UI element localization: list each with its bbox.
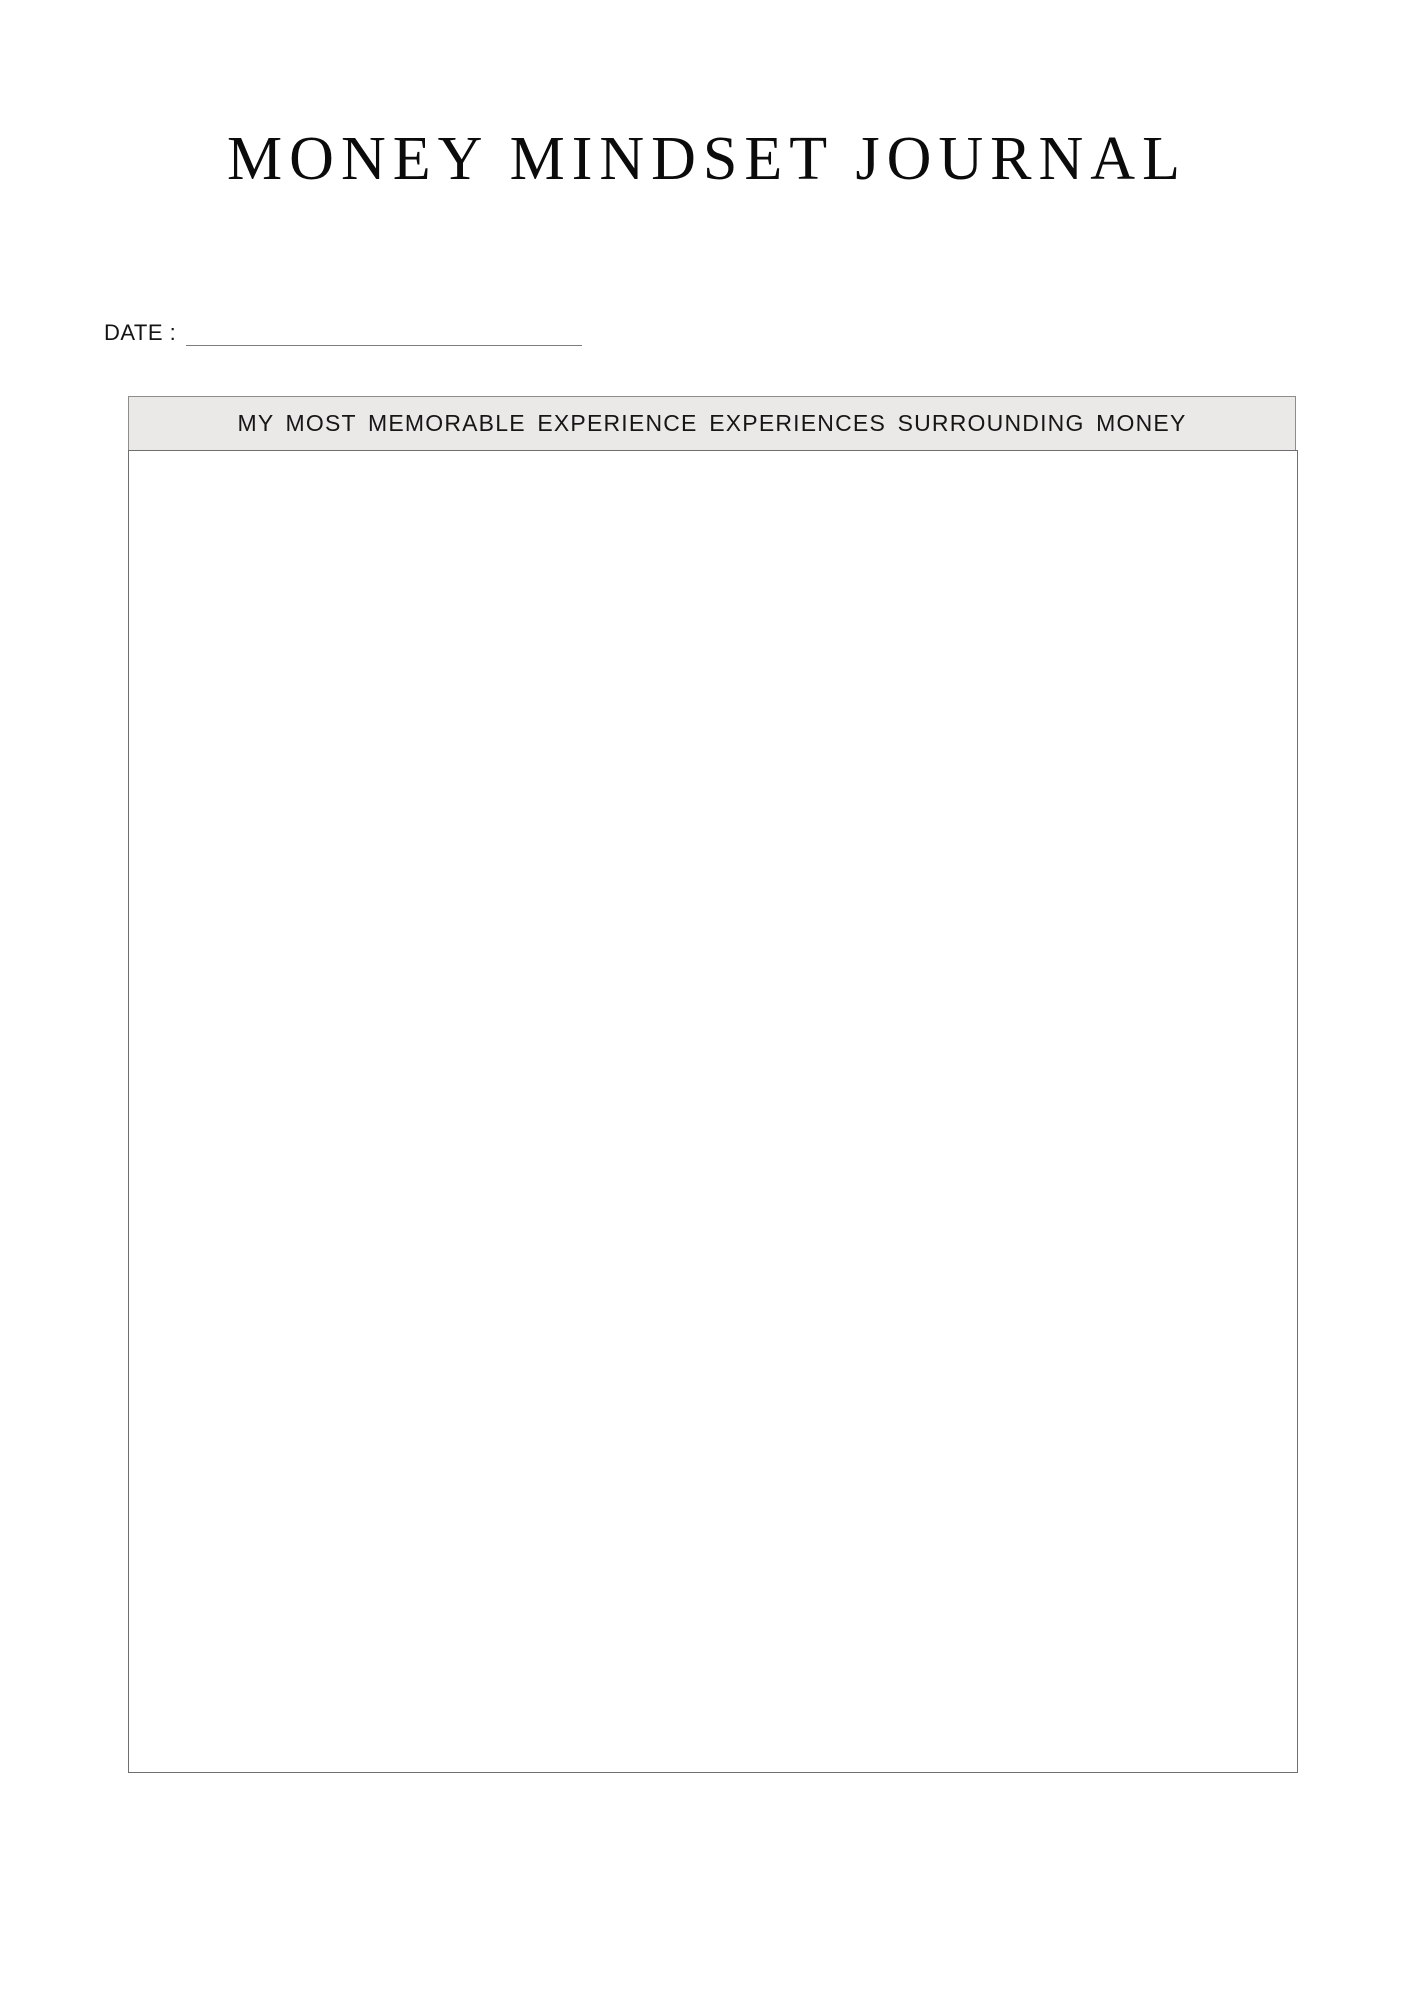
section-body[interactable] (128, 450, 1298, 1773)
page-title: MONEY MINDSET JOURNAL (227, 125, 1187, 193)
date-row (104, 322, 582, 346)
date-input[interactable] (186, 325, 582, 346)
journal-section (128, 396, 1296, 1773)
section-header (128, 396, 1296, 450)
date-label: DATE : (104, 320, 177, 345)
journal-entry-textarea[interactable] (129, 451, 1297, 1772)
section-header-label: MY MOST MEMORABLE EXPERIENCE EXPERIENCES SURROUNDING MONEY (237, 410, 1187, 436)
